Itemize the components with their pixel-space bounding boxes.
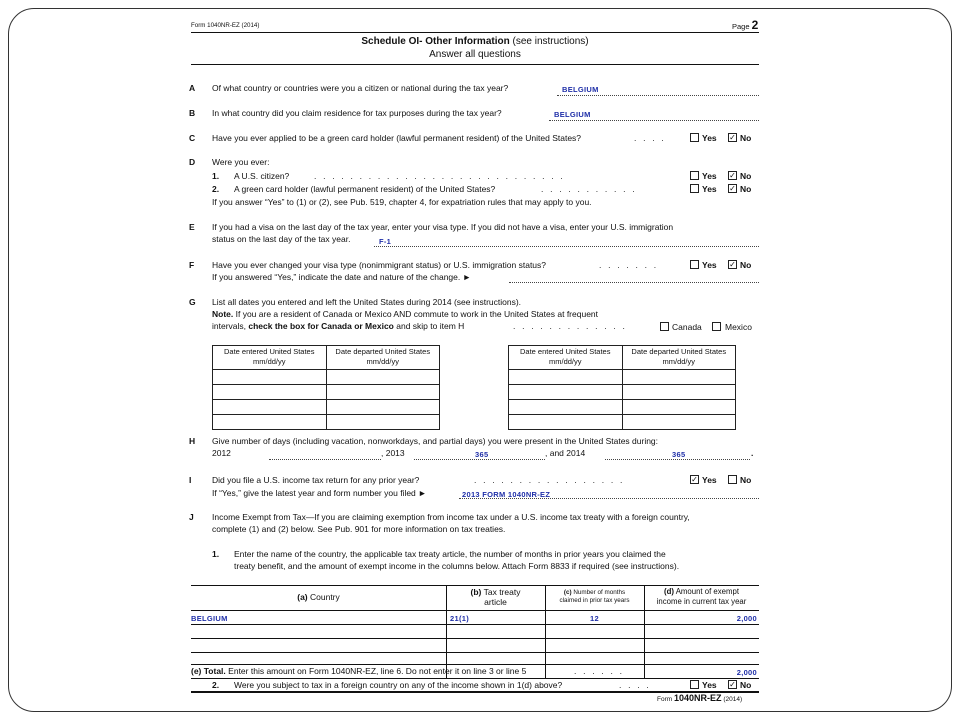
item-h-2012-label: 2012 (212, 448, 231, 458)
treaty-row-country[interactable]: BELGIUM (191, 614, 228, 623)
item-f-no-checkbox[interactable]: ✓ (729, 260, 736, 269)
date-cell[interactable] (509, 385, 623, 400)
item-d1-no-checkbox[interactable]: ✓ (729, 171, 736, 180)
date-cell[interactable] (326, 400, 440, 415)
item-j1-num: 1. (212, 549, 220, 559)
item-d1-yes-label: Yes (702, 171, 717, 181)
page-frame (8, 8, 952, 712)
item-g-question-2: If you are a resident of Canada or Mexico AND commute to work in the United States at frequent (235, 309, 599, 319)
item-d1-num: 1. (212, 171, 220, 181)
dates-right-col-entered: Date entered United States mm/dd/yy (509, 346, 623, 370)
date-cell[interactable] (213, 385, 327, 400)
item-d2-yes-label: Yes (702, 184, 717, 194)
treaty-col-country: (a) Country (297, 592, 340, 602)
item-c-yes-label: Yes (702, 133, 717, 143)
item-j2-yes-label: Yes (702, 680, 717, 690)
treaty-row-amount[interactable]: 2,000 (736, 614, 757, 623)
item-c-no-label: No (740, 133, 752, 143)
item-f-question-1: Have you ever changed your visa type (nonimmigrant status) or U.S. immigration status? (212, 260, 547, 270)
item-g-dots: . . . . . . . . . . . . . (513, 321, 628, 331)
item-g-q3c: and skip to item H (396, 321, 465, 331)
item-g-note-label: Note. (212, 309, 234, 319)
item-d2-yes-checkbox[interactable] (690, 184, 699, 193)
dates-right-col-departed: Date departed United States mm/dd/yy (622, 346, 736, 370)
item-g-letter: G (189, 297, 196, 307)
footer-year: (2014) (723, 696, 743, 703)
item-i-question-1: Did you file a U.S. income tax return for any prior year? (212, 475, 420, 485)
item-d2-question: A green card holder (lawful permanent resident) of the United States? (234, 184, 496, 194)
item-i-yes-label: Yes (702, 475, 717, 485)
schedule-see: (see instructions) (512, 36, 589, 47)
item-d1-no-label: No (740, 171, 752, 181)
item-a-answer[interactable]: BELGIUM (562, 85, 599, 94)
treaty-total-dots: . . . . . . (574, 666, 625, 676)
schedule-name: Schedule OI- Other Information (361, 36, 510, 47)
item-j2-no-checkbox[interactable]: ✓ (729, 680, 736, 689)
dates-left-col-entered: Date entered United States mm/dd/yy (213, 346, 327, 370)
item-j-letter: J (189, 512, 194, 522)
item-j1-text-1: Enter the name of the country, the applicable tax treaty article, the number of months in prior years you claimed the (234, 549, 666, 559)
item-g-question-1: List all dates you entered and left the United States during 2014 (see instructions). (212, 297, 522, 307)
item-a-letter: A (189, 83, 196, 93)
page-label-wrap (732, 18, 758, 32)
page-number: 2 (751, 18, 759, 32)
item-a-question: Of what country or countries were you a citizen or national during the tax year? (212, 83, 509, 93)
item-h-2013-label: , 2013 (381, 448, 405, 458)
form-id: Form 1040NR-EZ (2014) (191, 22, 260, 29)
item-c-letter: C (189, 133, 196, 143)
item-i-yes-checkbox[interactable]: ✓ (691, 475, 698, 484)
item-j2-no-label: No (740, 680, 752, 690)
item-j-question-1: Income Exempt from Tax—If you are claiming exemption from income tax under a U.S. income tax treaty with a foreign country, (212, 512, 690, 522)
date-cell[interactable] (509, 400, 623, 415)
item-i-answer[interactable]: 2013 FORM 1040NR-EZ (462, 490, 551, 499)
item-c-no-checkbox[interactable]: ✓ (729, 133, 736, 142)
item-i-no-checkbox[interactable] (728, 475, 737, 484)
item-d2-no-label: No (740, 184, 752, 194)
item-c-question: Have you ever applied to be a green card holder (lawful permanent resident) of the United States? (212, 133, 582, 143)
schedule-title (191, 36, 759, 47)
treaty-total-label: (e) Total. (191, 666, 226, 676)
item-e-question-1: If you had a visa on the last day of the tax year, enter your visa type. If you did not have a visa, enter your U.S. immigration (212, 222, 674, 232)
treaty-total-value[interactable]: 2,000 (736, 668, 757, 677)
item-f-yes-checkbox[interactable] (690, 260, 699, 269)
treaty-total-wrap (191, 666, 526, 676)
item-h-end: . (751, 448, 754, 458)
item-h-2013-value[interactable]: 365 (475, 450, 489, 459)
item-h-letter: H (189, 436, 196, 446)
item-b-answer[interactable]: BELGIUM (554, 110, 591, 119)
item-i-no-label: No (740, 475, 752, 485)
dates-left-col-departed: Date departed United States mm/dd/yy (326, 346, 440, 370)
item-h-question: Give number of days (including vacation, nonworkdays, and partial days) you were present in the United States during: (212, 436, 659, 446)
date-cell[interactable] (213, 415, 327, 430)
item-b-question: In what country did you claim residence for tax purposes during the tax year? (212, 108, 502, 118)
item-d-question: Were you ever: (212, 157, 270, 167)
item-g-q3a: intervals, (212, 321, 247, 331)
item-h-2014-value[interactable]: 365 (672, 450, 686, 459)
page-label: Page (732, 22, 750, 31)
item-b-letter: B (189, 108, 196, 118)
item-d2-dots: . . . . . . . . . . . (541, 184, 637, 194)
item-d-note: If you answer “Yes” to (1) or (2), see Pub. 519, chapter 4, for expatriation rules that may apply to you. (212, 197, 592, 207)
item-g-question-3-wrap (212, 321, 464, 331)
canada-label: Canada (672, 322, 702, 332)
item-h-2014-label: , and 2014 (545, 448, 586, 458)
item-j2-dots: . . . . (619, 680, 651, 690)
item-d2-no-checkbox[interactable]: ✓ (729, 184, 736, 193)
treaty-col-amount: (d) Amount of exempt income in current tax year (656, 587, 747, 606)
item-d-letter: D (189, 157, 196, 167)
item-j2-num: 2. (212, 680, 220, 690)
footer-form-name: 1040NR-EZ (673, 693, 722, 703)
date-cell[interactable] (213, 400, 327, 415)
mexico-checkbox[interactable] (712, 322, 721, 331)
date-cell[interactable] (326, 385, 440, 400)
date-cell[interactable] (622, 415, 736, 430)
schedule-subtitle: Answer all questions (429, 49, 521, 60)
date-cell[interactable] (326, 370, 440, 385)
treaty-col-article: (b) Tax treaty article (470, 587, 521, 607)
item-i-letter: I (189, 475, 192, 485)
item-f-question-2: If you answered “Yes,” indicate the date and nature of the change. ► (212, 272, 472, 282)
item-g-question-2-wrap (212, 309, 598, 319)
item-d1-question: A U.S. citizen? (234, 171, 290, 181)
item-g-q3b: check the box for Canada or Mexico (248, 321, 394, 331)
date-cell[interactable] (509, 415, 623, 430)
item-d1-yes-checkbox[interactable] (690, 171, 699, 180)
treaty-row-article[interactable]: 21(1) (450, 614, 470, 623)
item-f-no-label: No (740, 260, 752, 270)
footer-form: Form (657, 696, 673, 703)
item-e-question-2: status on the last day of the tax year. (212, 234, 351, 244)
item-f-yes-label: Yes (702, 260, 717, 270)
item-j2-yes-checkbox[interactable] (690, 680, 699, 689)
item-e-letter: E (189, 222, 195, 232)
item-d2-num: 2. (212, 184, 220, 194)
item-j2-question: Were you subject to tax in a foreign country on any of the income shown in 1(d) above? (234, 680, 563, 690)
date-cell[interactable] (622, 370, 736, 385)
date-cell[interactable] (213, 370, 327, 385)
date-cell[interactable] (509, 370, 623, 385)
item-d1-dots: . . . . . . . . . . . . . . . . . . . . . . . . . . . . (314, 171, 565, 181)
item-i-dots: . . . . . . . . . . . . . . . . . (474, 475, 625, 485)
footer (657, 693, 742, 703)
treaty-col-months: (c) Number of months claimed in prior tax years (559, 589, 630, 604)
dates-table-left (212, 345, 440, 430)
item-c-yes-checkbox[interactable] (690, 133, 699, 142)
date-cell[interactable] (622, 385, 736, 400)
item-j1-text-2: treaty benefit, and the amount of exempt income in the columns below. Attach Form 8833 if required (see instructions). (234, 561, 680, 571)
date-cell[interactable] (622, 400, 736, 415)
treaty-total-text: Enter this amount on Form 1040NR-EZ, line 6. Do not enter it on line 3 or line 5 (228, 666, 527, 676)
item-f-dots: . . . . . . . (599, 260, 659, 270)
item-c-dots: . . . . (634, 133, 666, 143)
item-i-question-2: If “Yes,” give the latest year and form number you filed ► (212, 488, 427, 498)
mexico-label: Mexico (725, 322, 752, 332)
item-e-answer[interactable]: F-1 (379, 237, 392, 246)
date-cell[interactable] (326, 415, 440, 430)
treaty-row-months[interactable]: 12 (590, 614, 599, 623)
dates-table-right (508, 345, 736, 430)
canada-checkbox[interactable] (660, 322, 669, 331)
item-j-question-2: complete (1) and (2) below. See Pub. 901 for more information on tax treaties. (212, 524, 506, 534)
item-f-letter: F (189, 260, 195, 270)
